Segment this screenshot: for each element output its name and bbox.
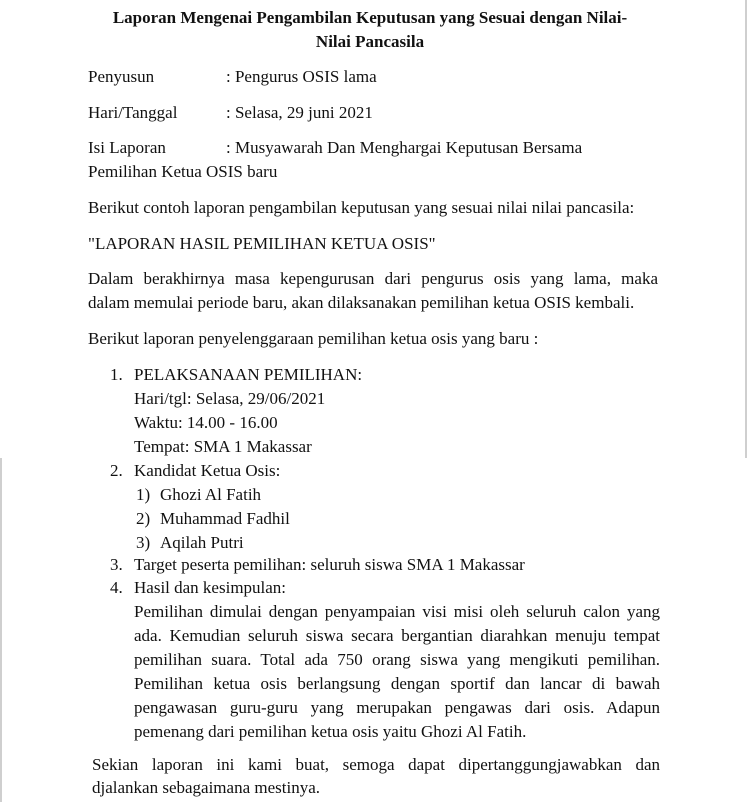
candidate-3-name: Aqilah Putri <box>160 533 244 552</box>
conclusion-line-1: Pemilihan dimulai dengan penyampaian visi misi oleh seluruh calon yang <box>134 602 660 621</box>
conclusion-line-6: pemenang dari pemilihan ketua osis yaitu Ghozi Al Fatih. <box>134 722 527 741</box>
isi-laporan-label: Isi Laporan <box>88 138 166 157</box>
candidate-number: 1) <box>136 485 151 504</box>
paragraph-1-line-1: Dalam berakhirnya masa kepengurusan dari pengurus osis yang lama, maka <box>88 269 658 288</box>
item-1-waktu: Waktu: 14.00 - 16.00 <box>134 413 278 432</box>
conclusion-line-2: ada. Kemudian seluruh siswa secara bergantian diarahkan menuju tempat <box>134 626 660 645</box>
document-title-line-1: Laporan Mengenai Pengambilan Keputusan yang Sesuai dengan Nilai- <box>112 8 628 27</box>
list-number: 4. <box>110 578 123 597</box>
candidate-2-name: Muhammad Fadhil <box>160 509 290 528</box>
item-3-text: Target peserta pemilihan: seluruh siswa SMA 1 Makassar <box>134 555 525 574</box>
closing-line-2: djalankan sebagaimana mestinya. <box>92 778 320 797</box>
item-1-tempat: Tempat: SMA 1 Makassar <box>134 437 312 456</box>
isi-laporan-value: : Musyawarah Dan Menghargai Keputusan Bersama <box>226 138 583 157</box>
list-number: 3. <box>110 555 123 574</box>
paragraph-2: Berikut laporan penyelenggaraan pemilihan ketua osis yang baru : <box>88 329 539 348</box>
tanggal-label: Hari/Tanggal <box>88 103 178 122</box>
tanggal-value: : Selasa, 29 juni 2021 <box>226 103 373 122</box>
list-number: 1. <box>110 365 123 384</box>
conclusion-line-4: Pemilihan ketua osis berlangsung dengan sportif dan lancar di bawah <box>134 674 660 693</box>
item-1-hari-tgl: Hari/tgl: Selasa, 29/06/2021 <box>134 389 326 408</box>
item-4-heading: Hasil dan kesimpulan: <box>134 578 287 597</box>
conclusion-line-5: pengawasan guru-guru yang merupakan pengawas dari osis. Adapun <box>134 698 660 717</box>
list-number: 2. <box>110 461 123 480</box>
closing-line-1: Sekian laporan ini kami buat, semoga dapat dipertanggungjawabkan dan <box>92 755 660 774</box>
conclusion-line-3: pemilihan suara. Total ada 750 orang siswa yang mengikuti pemilihan. <box>134 650 660 669</box>
item-2-heading: Kandidat Ketua Osis: <box>134 461 281 480</box>
penyusun-value: : Pengurus OSIS lama <box>226 67 377 86</box>
intro-text: Berikut contoh laporan pengambilan keputusan yang sesuai nilai nilai pancasila: <box>88 198 635 217</box>
penyusun-label: Penyusun <box>88 67 155 86</box>
document-title-line-2: Nilai Pancasila <box>315 32 425 51</box>
isi-laporan-continuation: Pemilihan Ketua OSIS baru <box>88 162 278 181</box>
report-title: "LAPORAN HASIL PEMILIHAN KETUA OSIS" <box>88 234 436 253</box>
candidate-number: 3) <box>136 533 151 552</box>
paragraph-1-line-2: dalam memulai periode baru, akan dilaksanakan pemilihan ketua OSIS kembali. <box>88 293 635 312</box>
candidate-number: 2) <box>136 509 151 528</box>
candidate-1-name: Ghozi Al Fatih <box>160 485 262 504</box>
item-1-heading: PELAKSANAAN PEMILIHAN: <box>134 365 363 384</box>
